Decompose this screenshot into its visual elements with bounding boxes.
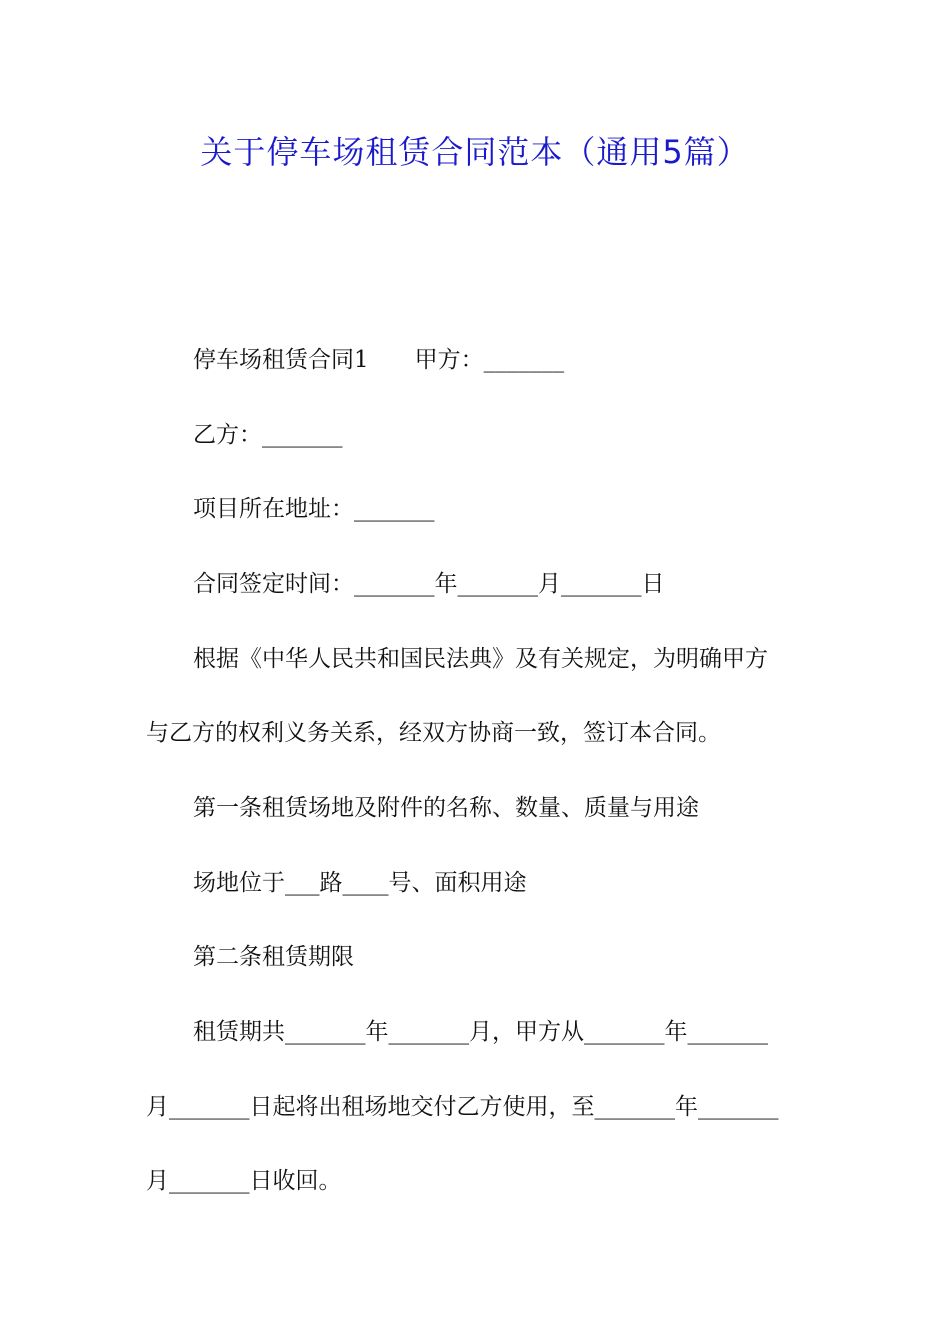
text-line: 第一条租赁场地及附件的名称、数量、质量与用途 [193,795,699,821]
text-line: 租赁期共_______年_______月，甲方从_______年_______ [193,1019,768,1045]
text-line: 与乙方的权利义务关系，经双方协商一致，签订本合同。 [146,720,721,746]
document-title: 关于停车场租赁合同范本（通用5篇） [200,133,750,171]
text-line: 场地位于___路____号、面积用途 [193,870,527,896]
text-line: 合同签定时间：_______年_______月_______日 [193,571,665,597]
text-line: 停车场租赁合同1 甲方：_______ [193,347,565,373]
text-line: 乙方：_______ [193,422,343,448]
text-line: 根据《中华人民共和国民法典》及有关规定，为明确甲方 [193,646,768,672]
text-line: 月_______日收回。 [146,1168,342,1194]
text-line: 第二条租赁期限 [193,944,354,970]
text-line: 月_______日起将出租场地交付乙方使用，至_______年_______ [146,1094,779,1120]
text-line: 项目所在地址：_______ [193,496,435,522]
